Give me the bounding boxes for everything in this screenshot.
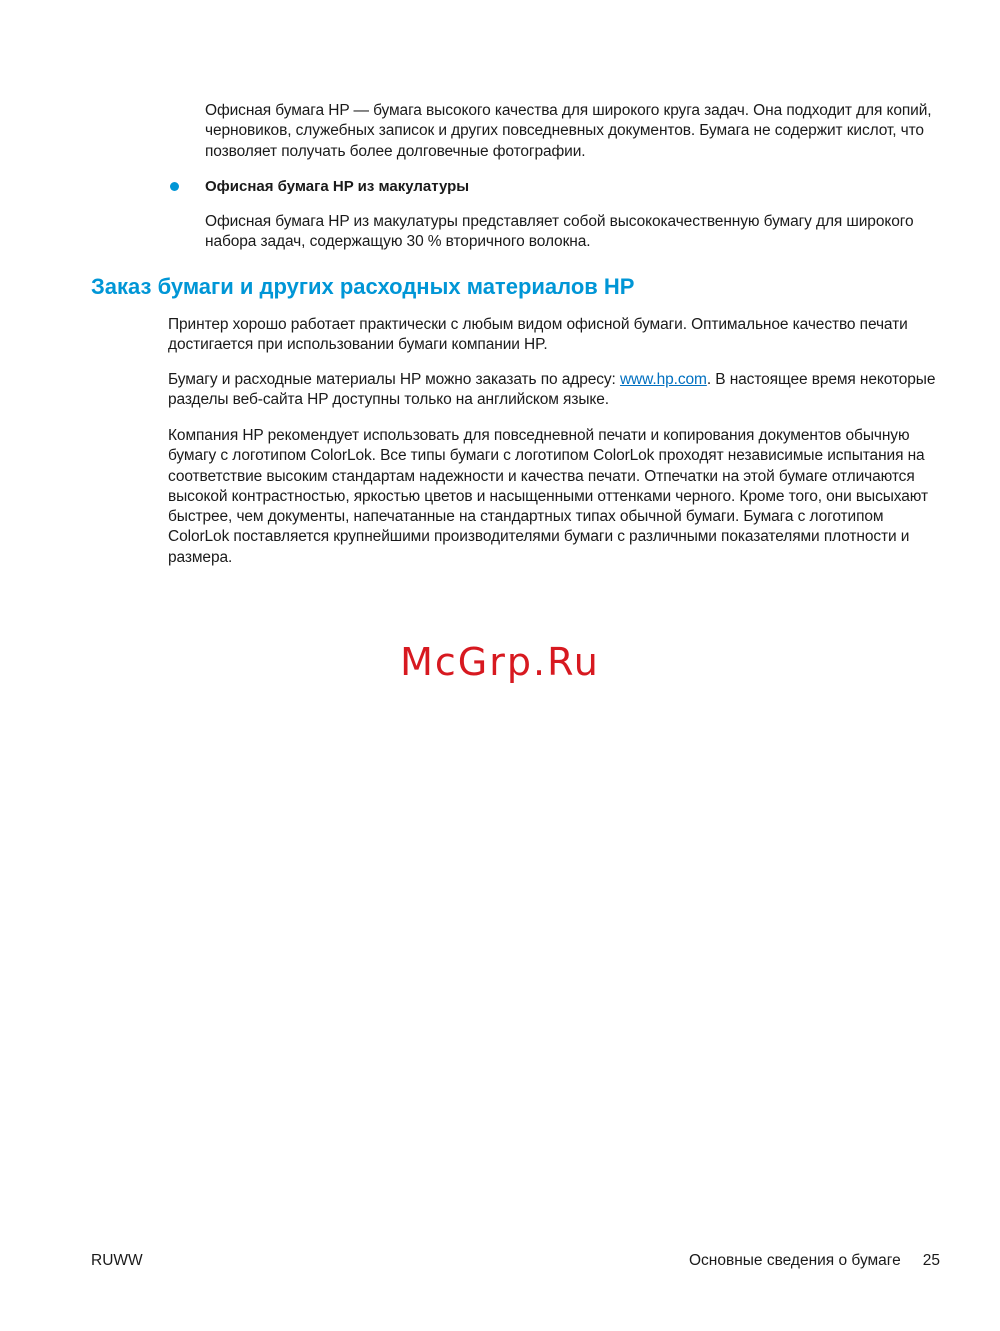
section-paragraph-1: Принтер хорошо работает практически с любым видом офисной бумаги. Оптимальное качество печати достигается при использовании бумаги компании HP. [168, 316, 908, 354]
footer-section-title: Основные сведения о бумаге [688, 1252, 901, 1269]
bullet-paragraph: Офисная бумага HP из макулатуры представляет собой высококачественную бумагу для широкого набора задач, содержащую 30 % вторичного волокна. [205, 213, 914, 251]
paragraph-2-text-end: . В настоящее время некоторые разделы веб-сайта HP доступны только на английском языке. [168, 371, 936, 409]
watermark: McGrp.Ru [400, 640, 600, 684]
page-number: 25 [922, 1252, 940, 1269]
hp-website-link[interactable]: www.hp.com [619, 371, 707, 388]
bullet-dot-icon [170, 182, 179, 191]
intro-paragraph: Офисная бумага HP — бумага высокого качества для широкого круга задач. Она подходит для копий, черновиков, служебных записок и других повседневных документов. Бумага не содержит кислот, что позволяет получать более долговечные фотографии. [205, 102, 932, 160]
footer-page-info [689, 1252, 940, 1270]
section-paragraph-3: Компания HP рекомендует использовать для повседневной печати и копирования документов обычную бумагу с логотипом ColorLok. Все типы бумаги с логотипом ColorLok проходят независимые испытания на соответствие высоким стандартам надежности и качества печати. Отпечатки на этой бумаге отличаются высокой контрастностью, яркостью цветов и насыщенными оттенками черного. Кроме того, они высыхают быстрее, чем документы, напечатанные на стандартных типах обычной бумаги. Бумага с логотипом ColorLok поставляется крупнейшими производителями бумаги с различными показателями плотности и размера. [168, 427, 928, 566]
section-paragraph-2 [168, 370, 948, 411]
footer-locale-code: RUWW [91, 1252, 143, 1269]
bullet-title: Офисная бумага HP из макулатуры [205, 178, 470, 195]
section-heading: Заказ бумаги и других расходных материалов HP [91, 274, 635, 299]
paragraph-2-text-start: Бумагу и расходные материалы HP можно заказать по адресу: [168, 371, 620, 388]
